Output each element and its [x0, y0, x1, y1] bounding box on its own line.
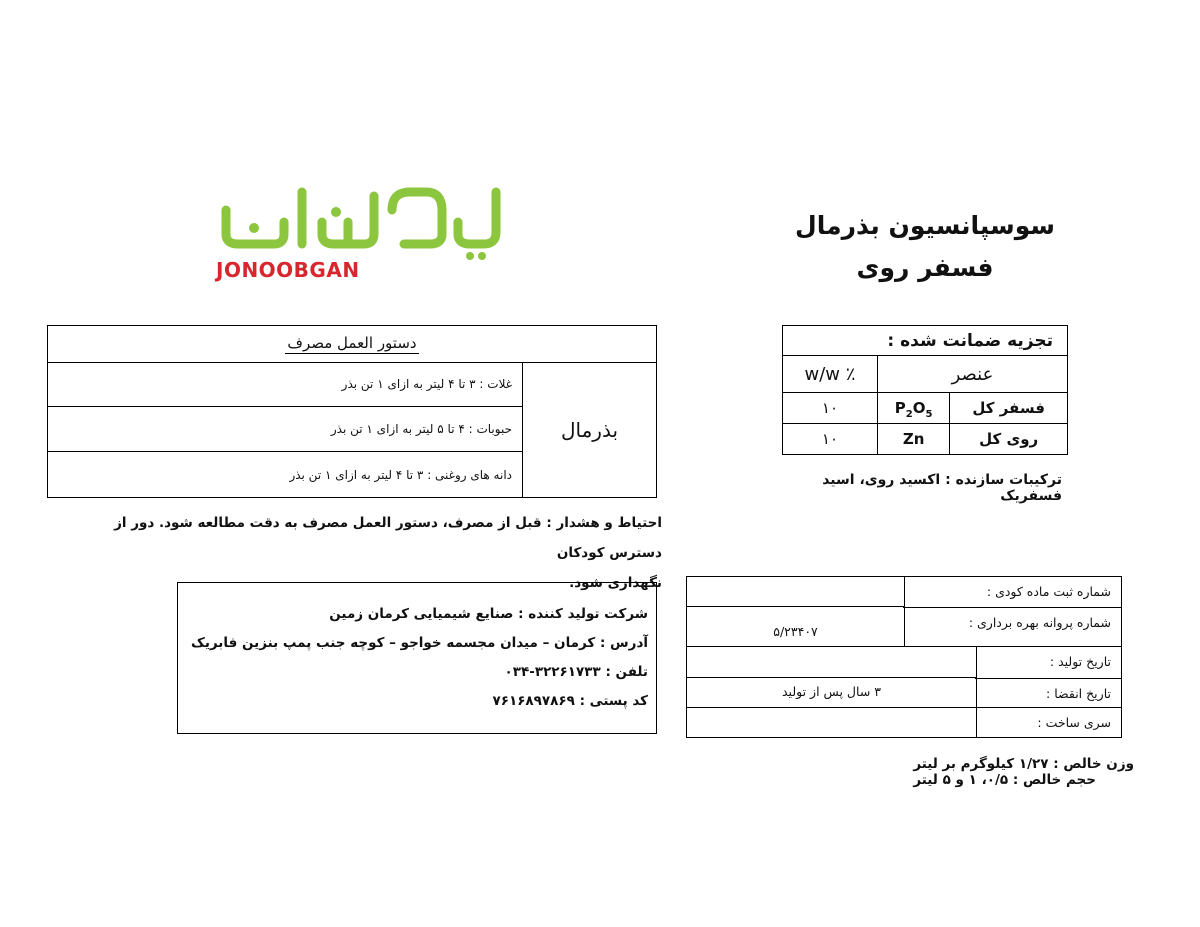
- brand-logo: [214, 182, 510, 282]
- formula-subscript: 2: [905, 409, 913, 420]
- batch-value: [687, 708, 977, 737]
- address-text: آدرس : کرمان – میدان مجسمه خواجو – کوچه جنب پمپ بنزین فابریک: [191, 635, 648, 651]
- license-number-value: ۵/۲۳۴۰۷: [687, 607, 905, 647]
- reg-number-value: [687, 577, 905, 607]
- company-info-box: [177, 582, 657, 734]
- logo-latin-text: JONOOBGAN: [216, 258, 360, 282]
- usage-product-label: بذرمال: [522, 362, 656, 497]
- logo-mark: [214, 182, 510, 260]
- analysis-heading: تجزیه ضمانت شده :: [783, 326, 1068, 356]
- analysis-value: ۱۰: [783, 393, 878, 424]
- postal-code-text: کد پستی : ۷۶۱۶۸۹۷۸۶۹: [492, 693, 648, 709]
- usage-instructions-title: [48, 326, 656, 363]
- product-title: [790, 205, 1060, 289]
- analysis-element-name: فسفر کل: [950, 393, 1068, 424]
- producer-text: شرکت تولید کننده : صنایع شیمیایی کرمان زمین: [329, 606, 648, 622]
- net-volume-text: حجم خالص : ۰/۵، ۱ و ۵ لیتر: [913, 772, 1096, 788]
- batch-label: سری ساخت :: [1037, 715, 1111, 730]
- expiry-date-label: تاریخ انقضا :: [975, 678, 1121, 708]
- license-number-label: شماره پروانه بهره برداری :: [903, 607, 1121, 647]
- warning-line-1: احتیاط و هشدار : قبل از مصرف، دستور العمل مصرف به دقت مطالعه شود. دور از دسترس کودکان: [114, 515, 662, 561]
- expiry-date-value: ۳ سال پس از تولید: [687, 678, 977, 708]
- formula-part: O: [912, 399, 926, 417]
- ingredients-text: ترکیبات سازنده : اکسید روی، اسید فسفریک: [822, 472, 1062, 504]
- usage-row: حبوبات : ۴ تا ۵ لیتر به ازای ۱ تن بذر: [48, 407, 522, 452]
- phone-text: تلفن : ۳۲۲۶۱۷۳۳-۰۳۴: [504, 664, 648, 680]
- analysis-formula: [877, 393, 949, 424]
- formula-part: P: [894, 399, 906, 417]
- registration-table: [686, 576, 1122, 738]
- usage-row: دانه های روغنی : ۳ تا ۴ لیتر به ازای ۱ تن بذر: [289, 467, 512, 482]
- analysis-formula: Zn: [877, 424, 949, 455]
- analysis-value: ۱۰: [783, 424, 878, 455]
- production-date-value: [687, 647, 977, 678]
- analysis-row: [783, 424, 1068, 455]
- formula-subscript: 5: [925, 409, 933, 420]
- product-title-line-2: فسفر روی: [856, 253, 994, 282]
- net-weight-text: وزن خالص : ۱/۲۷ کیلوگرم بر لیتر: [913, 756, 1134, 772]
- analysis-col-unit: ٪ w/w: [783, 356, 878, 393]
- usage-instructions-title-text: دستور العمل مصرف: [287, 334, 417, 352]
- analysis-col-element: عنصر: [877, 356, 1067, 393]
- usage-instructions-table: [47, 325, 657, 498]
- guaranteed-analysis-table: [782, 325, 1068, 455]
- net-quantities: [700, 756, 1134, 788]
- usage-row: غلات : ۳ تا ۴ لیتر به ازای ۱ تن بذر: [48, 362, 522, 407]
- reg-number-label: شماره ثبت ماده کودی :: [986, 584, 1111, 599]
- product-title-line-1: سوسپانسیون بذرمال: [795, 211, 1055, 240]
- production-date-label: تاریخ تولید :: [1049, 654, 1111, 669]
- analysis-element-name: روی کل: [950, 424, 1068, 455]
- analysis-row: [783, 393, 1068, 424]
- warning-line-2: نگهداری شود.: [569, 575, 662, 591]
